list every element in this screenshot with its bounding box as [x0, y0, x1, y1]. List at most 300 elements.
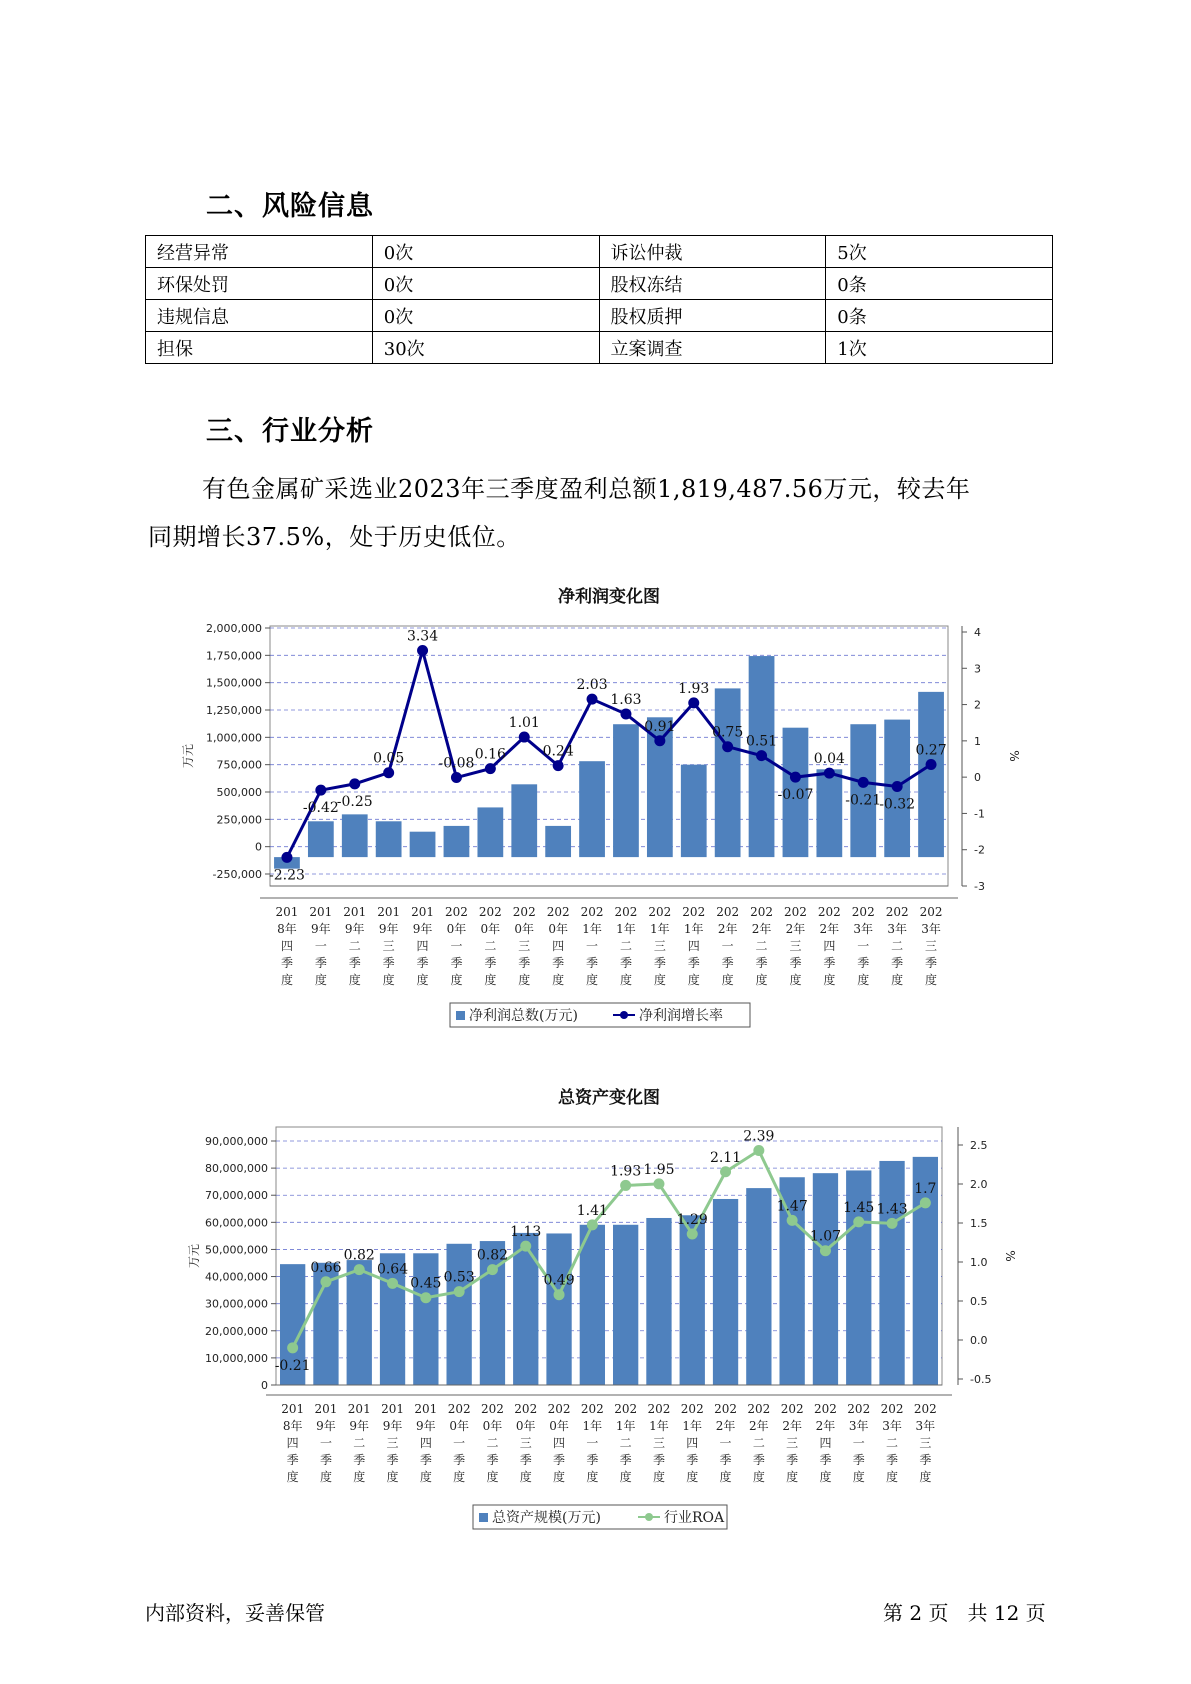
x-tick-label: 2年 [751, 922, 772, 936]
bar [446, 1244, 471, 1385]
x-tick-label: 202 [714, 1402, 738, 1416]
data-label: -0.21 [274, 1357, 311, 1374]
x-tick-label: 3年 [887, 922, 907, 936]
bar [715, 688, 741, 857]
data-label: 1.41 [576, 1202, 608, 1219]
x-tick-label: 8年 [282, 1419, 303, 1433]
x-tick-label: 202 [780, 1402, 804, 1416]
data-label: 0.04 [813, 751, 845, 768]
line-point [858, 777, 869, 788]
y2-axis-title: % [1003, 1250, 1017, 1262]
y-tick-label: 40,000,000 [205, 1270, 268, 1284]
x-tick-label: 1年 [615, 1419, 636, 1433]
net-profit-chart [0, 580, 1191, 1040]
x-tick-label: 9年 [311, 922, 331, 936]
line-point [653, 1178, 664, 1189]
y2-tick-label: 4 [974, 626, 981, 639]
x-tick-label: 202 [716, 905, 740, 919]
x-tick-label: 0年 [515, 1419, 536, 1433]
data-label: 1.63 [610, 692, 642, 709]
x-tick-label: 202 [580, 1402, 604, 1416]
line-point [688, 697, 699, 708]
x-tick-label: 四 [419, 1436, 432, 1450]
x-tick-label: 度 [619, 973, 632, 987]
x-tick-label: 季 [484, 956, 497, 970]
x-tick-label: 度 [653, 973, 666, 987]
data-label: 1.45 [843, 1199, 875, 1216]
x-tick-label: 二 [886, 1436, 899, 1450]
table-label-cell: 经营异常 [146, 236, 373, 268]
x-tick-label: 度 [518, 973, 531, 987]
x-tick-label: 9年 [316, 1419, 336, 1433]
data-label: 0.49 [543, 1272, 575, 1289]
line-point [320, 1276, 331, 1287]
x-tick-label: 季 [653, 956, 666, 970]
risk-info-table [145, 235, 1053, 364]
legend-swatch-dot [645, 1513, 653, 1521]
bar [308, 821, 334, 857]
line-point [687, 1228, 698, 1239]
line-point [554, 1289, 565, 1300]
table-value-cell: 30次 [372, 332, 599, 364]
x-tick-label: 202 [783, 905, 807, 919]
x-tick-label: 四 [552, 939, 565, 953]
x-tick-label: 季 [552, 956, 565, 970]
x-tick-label: 二 [755, 939, 768, 953]
y2-tick-label: 1.5 [970, 1217, 988, 1230]
x-tick-label: 202 [547, 1402, 571, 1416]
data-label: -0.42 [302, 800, 339, 817]
x-tick-label: 季 [586, 1453, 599, 1467]
y2-tick-label: 0.0 [970, 1334, 988, 1347]
data-label: -0.25 [336, 793, 373, 810]
data-label: 3.34 [406, 628, 439, 645]
line-point [383, 767, 394, 778]
x-tick-label: 四 [416, 939, 429, 953]
x-tick-label: 1年 [616, 922, 636, 936]
y-tick-label: 10,000,000 [205, 1351, 268, 1365]
data-label: 1.95 [643, 1161, 675, 1178]
legend-swatch-bar [456, 1011, 465, 1020]
x-tick-label: 季 [925, 956, 938, 970]
table-value-cell: 0次 [372, 236, 599, 268]
x-tick-label: 9年 [349, 1419, 370, 1433]
y2-tick-label: 2.5 [970, 1139, 988, 1152]
data-label: 0.66 [310, 1259, 342, 1276]
data-label: -0.08 [438, 755, 475, 772]
x-tick-label: 度 [891, 973, 904, 987]
x-tick-label: 度 [857, 973, 870, 987]
bar [813, 1173, 838, 1385]
data-label: -0.07 [777, 787, 814, 804]
y-tick-label: 500,000 [216, 786, 262, 799]
x-tick-label: 202 [919, 905, 943, 919]
data-label: 2.03 [576, 677, 608, 694]
x-tick-label: 度 [280, 973, 293, 987]
y-tick-label: 0 [261, 1379, 268, 1392]
data-label: 0.16 [474, 746, 506, 763]
bar [879, 1161, 904, 1385]
x-tick-label: 1年 [683, 922, 704, 936]
x-tick-label: 202 [514, 1402, 538, 1416]
x-tick-label: 202 [682, 905, 706, 919]
x-tick-label: 度 [348, 973, 361, 987]
x-tick-label: 202 [480, 1402, 504, 1416]
x-tick-label: 3年 [848, 1419, 869, 1433]
x-tick-label: 二 [752, 1436, 765, 1450]
data-label: 1.13 [510, 1224, 542, 1241]
x-tick-label: 一 [586, 1436, 599, 1450]
line-point [587, 694, 598, 705]
table-label-cell: 环保处罚 [146, 268, 373, 300]
line-point [753, 1145, 764, 1156]
x-tick-label: 季 [755, 956, 768, 970]
bar [513, 1233, 538, 1385]
x-tick-label: 度 [789, 973, 802, 987]
x-tick-label: 3年 [882, 1419, 902, 1433]
x-tick-label: 度 [919, 1470, 932, 1484]
x-tick-label: 201 [411, 905, 435, 919]
footer-page-number: 第 2 页 共 12 页 [883, 1601, 1046, 1625]
data-label: 1.29 [676, 1211, 708, 1228]
line-point [287, 1342, 298, 1353]
bar [413, 1253, 438, 1385]
data-label: 1.7 [914, 1180, 937, 1197]
x-tick-label: 季 [353, 1453, 366, 1467]
x-tick-label: 度 [925, 973, 938, 987]
x-tick-label: 一 [721, 939, 734, 953]
x-tick-label: 季 [687, 956, 700, 970]
x-tick-label: 一 [450, 939, 463, 953]
x-tick-label: 202 [913, 1402, 937, 1416]
x-tick-label: 季 [386, 1453, 399, 1467]
x-tick-label: 度 [619, 1470, 632, 1484]
y2-tick-label: 2 [974, 698, 981, 712]
x-tick-label: 2年 [749, 1419, 769, 1433]
x-tick-label: 季 [382, 956, 395, 970]
data-label: -0.21 [845, 792, 882, 809]
bar [477, 807, 503, 857]
x-tick-label: 2年 [785, 922, 806, 936]
y-tick-label: 750,000 [216, 758, 262, 772]
y2-tick-label: 0.5 [970, 1295, 988, 1308]
data-label: 0.64 [376, 1261, 409, 1278]
table-value-cell: 0次 [372, 300, 599, 332]
y-tick-label: 250,000 [216, 813, 262, 827]
x-tick-label: 三 [789, 939, 802, 953]
bar [347, 1260, 372, 1385]
x-tick-label: 度 [687, 973, 700, 987]
x-tick-label: 201 [377, 905, 401, 919]
data-label: 0.91 [644, 718, 676, 735]
table-value-cell: 1次 [826, 332, 1053, 364]
data-label: -2.23 [268, 867, 305, 884]
x-tick-label: 3年 [921, 922, 941, 936]
x-tick-label: 一 [314, 939, 327, 953]
data-label: 1.93 [610, 1163, 642, 1180]
x-tick-label: 度 [819, 1470, 832, 1484]
y-tick-label: 0 [255, 840, 262, 854]
x-tick-label: 2年 [815, 1419, 836, 1433]
x-tick-label: 三 [919, 1436, 932, 1450]
line-point [454, 1286, 465, 1297]
x-tick-label: 202 [444, 905, 468, 919]
bar [681, 765, 707, 857]
x-tick-label: 202 [614, 905, 638, 919]
bar [850, 724, 876, 857]
y2-tick-label: 3 [974, 662, 981, 676]
x-tick-label: 202 [747, 1402, 771, 1416]
x-tick-label: 202 [680, 1402, 704, 1416]
x-tick-label: 一 [319, 1436, 332, 1450]
x-tick-label: 度 [719, 1470, 732, 1484]
x-tick-label: 季 [857, 956, 870, 970]
x-tick-label: 季 [619, 1453, 632, 1467]
x-tick-label: 度 [353, 1470, 366, 1484]
bar [680, 1215, 705, 1385]
y-tick-label: -250,000 [212, 868, 262, 881]
y-axis-title: 万元 [187, 1243, 201, 1269]
x-tick-label: 202 [750, 905, 774, 919]
x-tick-label: 201 [381, 1402, 405, 1416]
legend-label-bar: 净利润总数(万元) [469, 1008, 578, 1024]
bar [546, 1233, 571, 1385]
table-label-cell: 违规信息 [146, 300, 373, 332]
x-tick-label: 度 [852, 1470, 865, 1484]
data-label: 1.07 [809, 1228, 842, 1245]
x-tick-label: 度 [586, 1470, 599, 1484]
table-row [146, 236, 1053, 268]
x-tick-label: 度 [386, 1470, 399, 1484]
x-tick-label: 季 [919, 1453, 932, 1467]
x-tick-label: 季 [286, 1453, 299, 1467]
table-value-cell: 0次 [372, 268, 599, 300]
x-tick-label: 度 [752, 1470, 765, 1484]
x-tick-label: 二 [619, 1436, 632, 1450]
x-tick-label: 三 [925, 939, 938, 953]
x-tick-label: 二 [353, 1436, 366, 1450]
x-tick-label: 季 [852, 1453, 865, 1467]
table-row [146, 268, 1053, 300]
x-tick-label: 2年 [782, 1419, 802, 1433]
y2-tick-label: 1 [974, 734, 981, 748]
line-point [420, 1292, 431, 1303]
x-tick-label: 201 [275, 905, 299, 919]
section-heading-industry: 三、行业分析 [206, 416, 374, 447]
x-tick-label: 度 [484, 973, 497, 987]
data-label: 0.24 [542, 743, 574, 760]
y2-tick-label: -1 [974, 807, 985, 821]
bar [918, 692, 944, 857]
x-tick-label: 0年 [449, 1419, 469, 1433]
x-tick-label: 三 [786, 1436, 799, 1450]
industry-paragraph [148, 465, 1048, 561]
line-point [487, 1264, 498, 1275]
table-value-cell: 5次 [826, 236, 1053, 268]
bar [579, 761, 605, 857]
x-tick-label: 季 [886, 1453, 899, 1467]
x-tick-label: 度 [286, 1470, 299, 1484]
x-tick-label: 202 [512, 905, 536, 919]
line-point [824, 768, 835, 779]
x-tick-label: 季 [719, 1453, 732, 1467]
line-point [720, 1166, 731, 1177]
x-tick-label: 201 [314, 1402, 338, 1416]
data-label: 1.47 [776, 1198, 808, 1215]
x-tick-label: 0年 [549, 1419, 569, 1433]
line-point [417, 645, 428, 656]
table-label-cell: 立案调查 [599, 332, 826, 364]
line-point [520, 1241, 531, 1252]
data-label: -0.32 [879, 796, 916, 813]
line-point [887, 1218, 898, 1229]
x-tick-label: 季 [419, 1453, 432, 1467]
x-tick-label: 2年 [717, 922, 738, 936]
x-tick-label: 度 [786, 1470, 799, 1484]
x-tick-label: 9年 [416, 1419, 436, 1433]
line-point [654, 735, 665, 746]
x-tick-label: 202 [478, 905, 502, 919]
x-tick-label: 季 [823, 956, 836, 970]
table-row [146, 300, 1053, 332]
legend-swatch-dot [620, 1011, 628, 1019]
footer-left: 内部资料，妥善保管 [145, 1601, 325, 1625]
x-tick-label: 202 [847, 1402, 871, 1416]
x-tick-label: 三 [652, 1436, 665, 1450]
x-tick-label: 1年 [650, 922, 670, 936]
x-tick-label: 202 [817, 905, 841, 919]
line-point [926, 759, 937, 770]
line-point [787, 1215, 798, 1226]
x-tick-label: 1年 [582, 922, 602, 936]
table-label-cell: 股权质押 [599, 300, 826, 332]
x-tick-label: 季 [586, 956, 599, 970]
y2-tick-label: 1.0 [970, 1256, 988, 1269]
x-tick-label: 度 [416, 973, 429, 987]
x-tick-label: 季 [721, 956, 734, 970]
data-label: 2.11 [709, 1149, 742, 1166]
y2-tick-label: -2 [974, 843, 985, 857]
y-axis-title: 万元 [181, 743, 195, 769]
x-tick-label: 季 [652, 1453, 665, 1467]
plot-area [276, 1127, 942, 1385]
x-tick-label: 度 [686, 1470, 699, 1484]
x-tick-label: 季 [319, 1453, 332, 1467]
paragraph-line: 有色金属矿采选业2023年三季度盈利总额1,819,487.56万元，较去年 [202, 475, 971, 503]
bar [580, 1225, 605, 1385]
x-tick-label: 度 [721, 973, 734, 987]
x-tick-label: 季 [453, 1453, 466, 1467]
x-tick-label: 0年 [480, 922, 501, 936]
x-tick-label: 四 [823, 939, 836, 953]
bar [410, 832, 436, 857]
x-tick-label: 三 [518, 939, 531, 953]
bar [511, 784, 537, 857]
x-tick-label: 3年 [915, 1419, 936, 1433]
data-label: 0.75 [712, 724, 744, 741]
bar [613, 724, 639, 857]
x-tick-label: 0年 [514, 922, 535, 936]
x-tick-label: 2年 [819, 922, 840, 936]
x-tick-label: 8年 [277, 922, 297, 936]
x-tick-label: 四 [686, 1436, 699, 1450]
x-tick-label: 季 [450, 956, 463, 970]
x-tick-label: 一 [852, 1436, 865, 1450]
x-tick-label: 202 [885, 905, 909, 919]
line-point [920, 1197, 931, 1208]
x-tick-label: 三 [386, 1436, 399, 1450]
x-tick-label: 度 [314, 973, 327, 987]
x-tick-label: 度 [450, 973, 463, 987]
table-label-cell: 担保 [146, 332, 373, 364]
x-tick-label: 度 [486, 1470, 499, 1484]
line-point [620, 1180, 631, 1191]
x-tick-label: 1年 [649, 1419, 669, 1433]
x-tick-label: 二 [619, 939, 632, 953]
x-tick-label: 二 [484, 939, 497, 953]
table-label-cell: 股权冻结 [599, 268, 826, 300]
x-tick-label: 度 [755, 973, 768, 987]
x-tick-label: 0年 [548, 922, 568, 936]
x-tick-label: 三 [653, 939, 666, 953]
bar [342, 814, 368, 857]
data-label: 0.05 [373, 750, 405, 767]
x-tick-label: 季 [280, 956, 293, 970]
x-tick-label: 三 [519, 1436, 532, 1450]
table-label-cell: 诉讼仲裁 [599, 236, 826, 268]
legend-label-line: 行业ROA [664, 1510, 725, 1526]
x-tick-label: 四 [819, 1436, 832, 1450]
data-label: 0.51 [745, 733, 778, 750]
x-tick-label: 202 [647, 1402, 671, 1416]
legend-label-line: 净利润增长率 [639, 1008, 723, 1024]
line-point [620, 709, 631, 720]
data-label: 1.01 [508, 715, 540, 732]
line-point [485, 763, 496, 774]
x-tick-label: 季 [348, 956, 361, 970]
x-tick-label: 度 [586, 973, 599, 987]
x-tick-label: 1年 [682, 1419, 703, 1433]
x-tick-label: 201 [343, 905, 367, 919]
x-tick-label: 202 [546, 905, 570, 919]
y-tick-label: 70,000,000 [205, 1189, 268, 1203]
x-tick-label: 季 [314, 956, 327, 970]
line-point [853, 1216, 864, 1227]
x-tick-label: 季 [789, 956, 802, 970]
x-tick-label: 202 [614, 1402, 638, 1416]
y-tick-label: 50,000,000 [205, 1243, 268, 1257]
x-tick-label: 3年 [853, 922, 874, 936]
x-tick-label: 季 [819, 1453, 832, 1467]
x-tick-label: 201 [309, 905, 333, 919]
line-point [387, 1278, 398, 1289]
data-label: 0.82 [343, 1247, 375, 1264]
section-heading-risk: 二、风险信息 [206, 191, 374, 222]
x-tick-label: 季 [686, 1453, 699, 1467]
line-point [315, 785, 326, 796]
line-point [451, 772, 462, 783]
x-tick-label: 202 [851, 905, 875, 919]
bar [816, 769, 842, 857]
x-tick-label: 度 [319, 1470, 332, 1484]
x-tick-label: 度 [652, 1470, 665, 1484]
x-tick-label: 二 [486, 1436, 499, 1450]
bar [646, 1218, 671, 1385]
x-tick-label: 二 [348, 939, 361, 953]
y-tick-label: 80,000,000 [205, 1162, 268, 1176]
y-tick-label: 1,250,000 [206, 704, 262, 717]
data-label: 1.93 [678, 680, 710, 697]
